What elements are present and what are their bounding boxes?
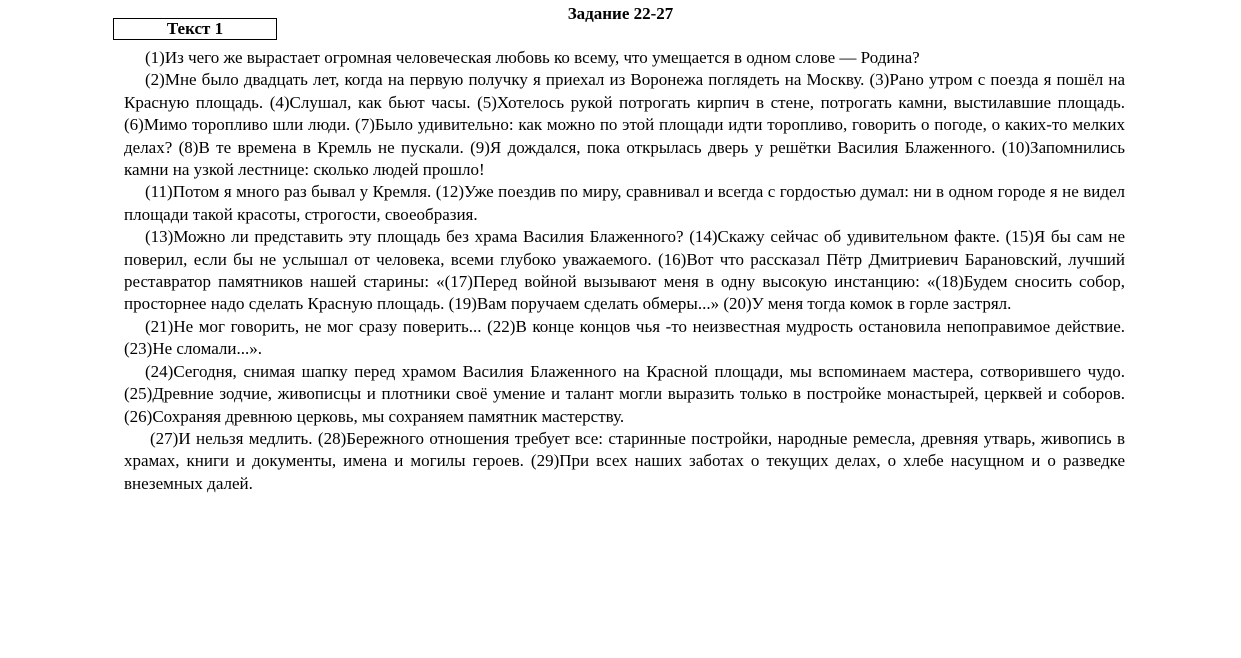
paragraph-3: (11)Потом я много раз бывал у Кремля. (12)Уже поездив по миру, сравнивал и всегда с гордостью думал: ни в одном городе я не видел площади такой красоты, строгости, своеобразия.	[124, 182, 1125, 224]
paragraph-6: (24)Сегодня, снимая шапку перед храмом Василия Блаженного на Красной площади, мы вспоминаем мастера, сотворившего чудо. (25)Древние зодчие, живописцы и плотники своё умение и талант могли выразить только в постройке монастырей, церквей и соборов. (26)Сохраняя древнюю церковь, мы сохраняем памятник мастерству.	[124, 361, 1125, 426]
paragraph-7: (27)И нельзя медлить. (28)Бережного отношения требует все: старинные постройки, народные ремесла, древняя утварь, живопись в храмах, книги и документы, имена и могилы героев. (29)При всех наших заботах о текущих делах, о хлебе насущном и о разведке внеземных далей.	[124, 428, 1125, 493]
paragraph-5: (21)Не мог говорить, не мог сразу поверить... (22)В конце концов чья -то неизвестная мудрость остановила непоправимое действие. (23)Не сломали...».	[124, 316, 1125, 359]
text-body	[124, 47, 1125, 495]
text-label: Текст 1	[113, 18, 277, 40]
paragraph-1: (1)Из чего же вырастает огромная человеческая любовь ко всему, что умещается в одном слове — Родина?	[145, 48, 920, 67]
page-title: Задание 22-27	[567, 4, 674, 23]
paragraph-2: (2)Мне было двадцать лет, когда на первую получку я приехал из Воронежа поглядеть на Москву. (3)Рано утром с поезда я пошёл на Красную площадь. (4)Слушал, как бьют часы. (5)Хотелось рукой потрогать кирпич в стене, потрогать камни, выстилавшие площадь. (6)Мимо торопливо шли люди. (7)Было удивительно: как можно по этой площади идти торопливо, говорить о погоде, о каких-то мелких делах? (8)В те времена в Кремль не пускали. (9)Я дождался, пока открылась дверь у решётки Василия Блаженного. (10)Запомнились камни на узкой лестнице: сколько людей прошло!	[124, 70, 1125, 180]
paragraph-4: (13)Можно ли представить эту площадь без храма Василия Блаженного? (14)Скажу сейчас об удивительном факте. (15)Я бы сам не поверил, если бы не услышал от человека, всеми глубоко уважаемого. (16)Вот что рассказал Пётр Дмитриевич Барановский, лучший реставратор памятников нашей старины: «(17)Перед войной вызывают меня в одну высокую инстанцию: «(18)Будем сносить собор, просторнее надо сделать Красную площадь. (19)Вам поручаем сделать обмеры...» (20)У меня тогда комок в горле застрял.	[124, 227, 1125, 314]
